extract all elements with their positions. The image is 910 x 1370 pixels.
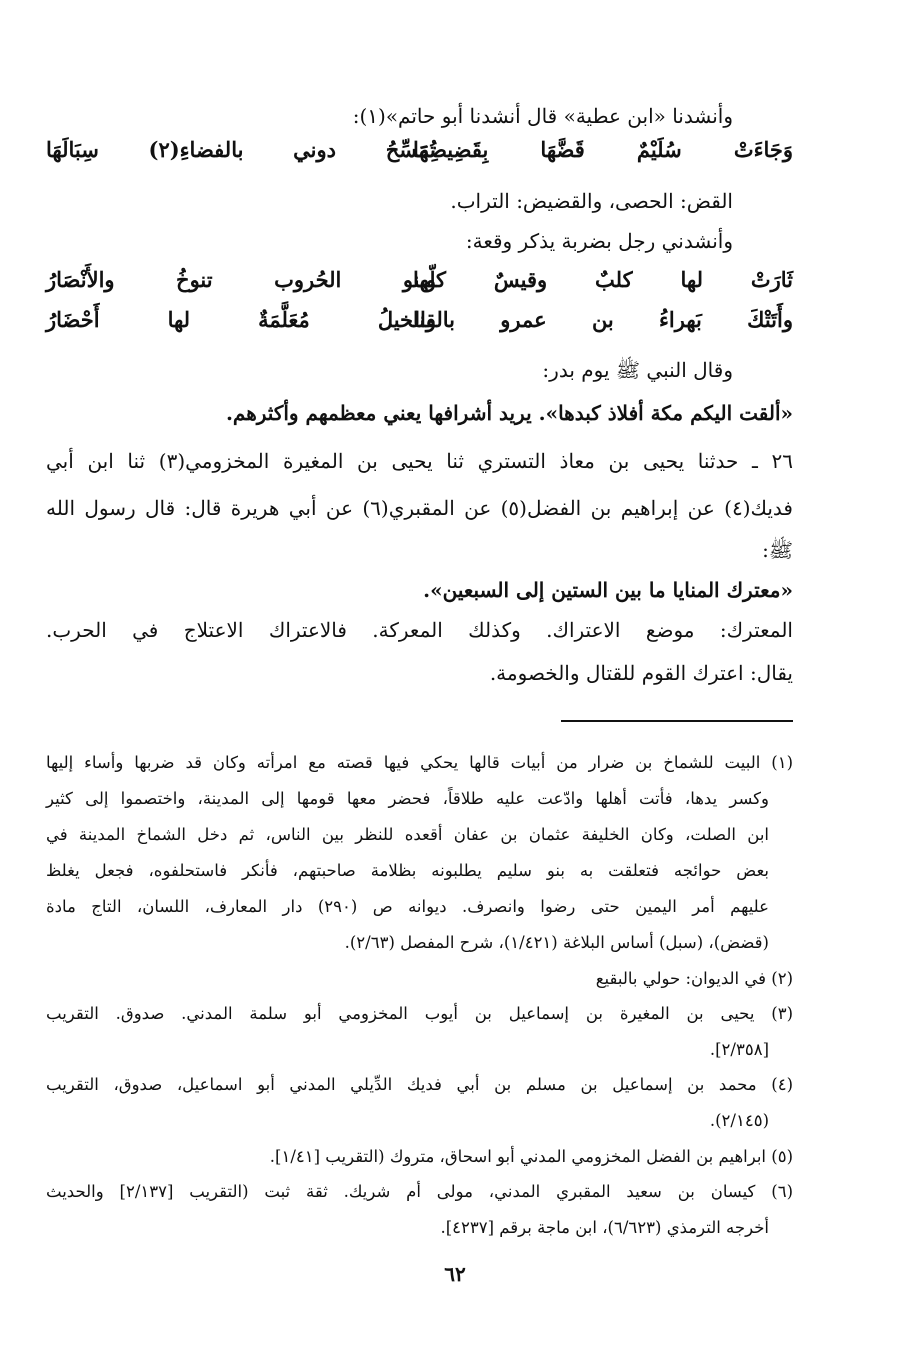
footnote: أخرجه الترمذي (٦/٦٢٣)، ابن ماجة برقم [٤٢٣٧]. xyxy=(440,1218,769,1237)
hadith-quote: «ألقت اليكم مكة أفلاذ كبدها». يريد أشرافها يعني معظمهم وأكثرهم. xyxy=(225,401,793,425)
verse-first-hemistich: وأَتَتْكَ بَهراءُ بن عمرو بالقنا xyxy=(413,307,793,332)
verse-second-hemistich: والخيلُ مُعَلَّمَةٌ لها أَحْضَارُ xyxy=(46,307,436,332)
footnote: (٢) في الديوان: حولي بالبقيع xyxy=(595,969,793,988)
verse-first-hemistich: وَجَاءَتْ سُلَيْمٌ قَضَّهَا بِقَضِيضِهَا xyxy=(413,137,793,162)
footnote: بعض حوائجه فتعلقت به بنو سليم يطلبونه بظلامة صاحبتهم، فأنكر فاستحلفوه، فجعل يغلظ xyxy=(46,861,769,880)
footnote-separator xyxy=(561,720,793,722)
text-line: ﷺ: xyxy=(762,538,793,562)
footnote: (٦) كيسان بن سعيد المقبري المدني، مولى أم شريك. ثقة ثبت (التقريب [٢/١٣٧] والحديث xyxy=(46,1182,793,1201)
text-line: المعترك: موضع الاعتراك. وكذلك المعركة. فالاعتراك الاعتلاج في الحرب. xyxy=(46,618,793,642)
footnote: وكسر يدها، فأتت أهلها وادّعت عليه طلاقاً، فحضر معها قومها إلى المدينة، واختصموا إلى كثير xyxy=(46,789,769,808)
poem-verse xyxy=(46,137,793,167)
verse-second-hemistich: وبنو الحُروب تنوخُ والأَنْصَارُ xyxy=(46,267,436,292)
footnote: ابن الصلت، وكان الخليفة عثمان بن عفان أقعده للنظر بين الناس، ثم دخل الشماخ المدينة في xyxy=(46,825,769,844)
footnote: (٣) يحيى بن المغيرة بن إسماعيل بن أيوب المخزومي أبو سلمة المدني. صدوق. التقريب xyxy=(46,1004,793,1023)
page-number: ٦٢ xyxy=(444,1262,466,1286)
footnote: (٢/١٤٥). xyxy=(709,1111,769,1130)
text-line: القض: الحصى، والقضيض: التراب. xyxy=(450,189,733,213)
text-line: وقال النبي ﷺ يوم بدر: xyxy=(542,358,733,382)
footnote: [٢/٣٥٨]. xyxy=(709,1040,769,1059)
hadith-chain: ٢٦ ـ حدثنا يحيى بن معاذ التستري ثنا يحيى بن المغيرة المخزومي(٣) ثنا ابن أبي xyxy=(46,449,793,473)
footnote: (٤) محمد بن إسماعيل بن مسلم بن أبي فديك الدِّيلي المدني أبو اسماعيل، صدوق، التقريب xyxy=(46,1075,793,1094)
footnote: (٥) ابراهيم بن الفضل المخزومي المدني أبو اسحاق، متروك (التقريب [١/٤١]. xyxy=(269,1147,793,1166)
footnote: عليهم أمر اليمين حتى رضوا وانصرف. ديوانه ص (٢٩٠) دار المعارف، اللسان، التاج مادة xyxy=(46,897,769,916)
text-line: وأنشدني رجل بضربة يذكر وقعة: xyxy=(465,229,733,253)
text-line: وأنشدنا «ابن عطية» قال أنشدنا أبو حاتم»(١): xyxy=(352,104,733,128)
hadith-chain: فديك(٤) عن إبراهيم بن الفضل(٥) عن المقبري(٦) عن أبي هريرة قال: قال رسول الله xyxy=(46,496,793,520)
book-page xyxy=(46,0,793,1370)
footnote: (١) البيت للشماخ بن ضرار من أبيات قالها يحكي فيها قصته مع امرأته وكان قد ضربها وأساء إليها xyxy=(46,753,793,772)
footnote: (قضض)، (سبل) أساس البلاغة (١/٤٢١)، شرح المفصل (٢/٦٣). xyxy=(344,933,769,952)
verse-first-hemistich: ثَارَتْ لها كلبٌ وقيسٌ كلّها xyxy=(413,267,793,292)
hadith-quote: «معترك المنايا ما بين الستين إلى السبعين». xyxy=(423,578,793,602)
verse-second-hemistich: تُمَسِّحُ دوني بالفضاءِ(٢) سِبَالَهَا xyxy=(46,137,436,162)
text-line: يقال: اعترك القوم للقتال والخصومة. xyxy=(489,661,793,685)
poem-verse xyxy=(46,267,793,297)
poem-verse xyxy=(46,307,793,337)
